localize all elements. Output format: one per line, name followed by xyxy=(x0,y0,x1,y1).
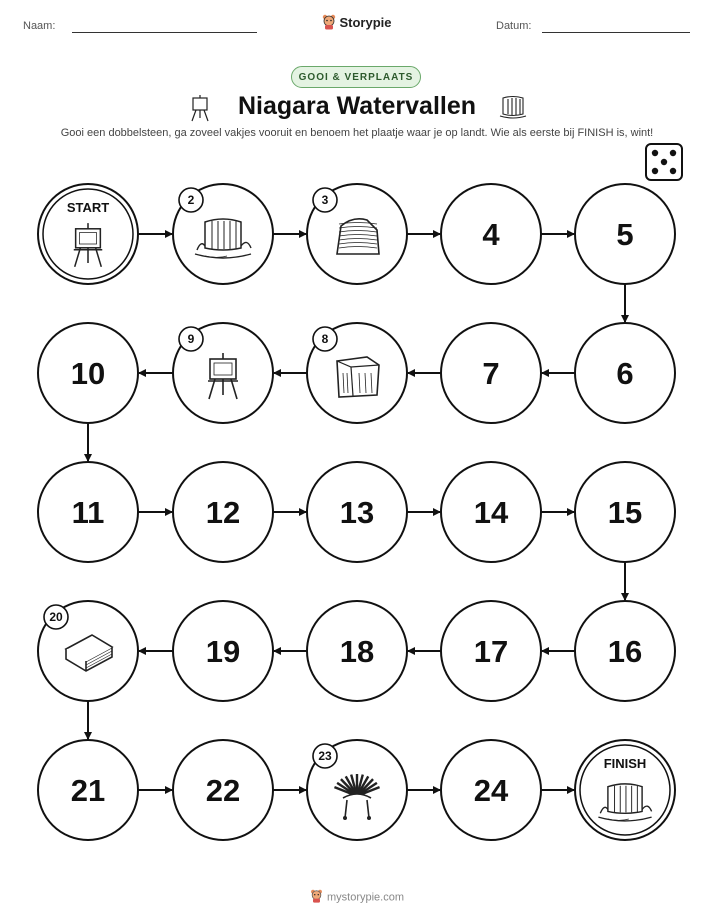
instructions-text: Gooi een dobbelsteen, ga zoveel vakjes vooruit en benoem het plaatje waar je op landt. Wie als eerste bij FINISH is, wint! xyxy=(60,127,654,139)
start-label: START xyxy=(66,200,110,215)
page-title: Niagara Watervallen xyxy=(237,92,477,120)
board-cell-21 xyxy=(38,740,138,840)
cell-number: 18 xyxy=(339,634,375,669)
cell-number-badge xyxy=(313,327,337,351)
board-cell-4 xyxy=(441,184,541,284)
board-cell-finish xyxy=(575,740,675,840)
footer xyxy=(0,889,714,906)
cell-number: 17 xyxy=(473,634,509,669)
cell-number: 13 xyxy=(339,495,375,530)
cell-number-badge xyxy=(44,605,68,629)
board-cell-16 xyxy=(575,601,675,701)
footer-url: mystorypie.com xyxy=(326,891,405,904)
board-cell-12 xyxy=(173,462,273,562)
board-cell-24 xyxy=(441,740,541,840)
board-cell-6 xyxy=(575,323,675,423)
board-cell-start xyxy=(38,184,138,284)
bear-logo-icon xyxy=(310,889,323,906)
board-cell-8 xyxy=(307,323,407,423)
finish-label: FINISH xyxy=(603,756,647,771)
board-cell-19 xyxy=(173,601,273,701)
board-cell-5 xyxy=(575,184,675,284)
board-cell-2 xyxy=(173,184,273,284)
cell-number: 10 xyxy=(70,356,106,391)
cell-number-badge xyxy=(179,188,203,212)
cell-number: 3 xyxy=(321,193,329,207)
date-label: Datum: xyxy=(496,20,532,32)
cell-number: 20 xyxy=(49,610,63,624)
cell-number-badge xyxy=(313,744,337,768)
cell-number: 15 xyxy=(607,495,643,530)
cell-number-badge xyxy=(179,327,203,351)
cell-number: 21 xyxy=(70,773,106,808)
board-cell-17 xyxy=(441,601,541,701)
board-cell-22 xyxy=(173,740,273,840)
cell-number: 5 xyxy=(616,217,634,252)
cell-number-badge xyxy=(313,188,337,212)
stone-block-icon xyxy=(337,357,379,397)
cell-number: 22 xyxy=(205,773,241,808)
cell-number: 11 xyxy=(71,495,105,530)
cell-number: 8 xyxy=(321,332,329,346)
cell-number: 4 xyxy=(482,217,500,252)
cell-number: 19 xyxy=(205,634,241,669)
cell-number: 7 xyxy=(482,356,500,391)
board-cell-13 xyxy=(307,462,407,562)
board-cell-15 xyxy=(575,462,675,562)
board-cell-23 xyxy=(307,740,407,840)
board-cell-20 xyxy=(38,601,138,701)
cell-number: 6 xyxy=(616,356,634,391)
brand-name: Storypie xyxy=(339,14,392,30)
board-cell-10 xyxy=(38,323,138,423)
board-cell-18 xyxy=(307,601,407,701)
board-cell-9 xyxy=(173,323,273,423)
cell-number: 24 xyxy=(473,773,509,808)
board-cell-3 xyxy=(307,184,407,284)
board-cell-14 xyxy=(441,462,541,562)
cell-number: 9 xyxy=(187,332,195,346)
cell-number: 16 xyxy=(607,634,643,669)
board-cell-7 xyxy=(441,323,541,423)
board-cell-11 xyxy=(38,462,138,562)
cell-number: 12 xyxy=(205,495,241,530)
game-type-badge: GOOI & VERPLAATS xyxy=(291,66,421,88)
cell-number: 2 xyxy=(187,193,195,207)
cell-number: 23 xyxy=(318,749,332,763)
name-label: Naam: xyxy=(23,20,56,32)
cell-number: 14 xyxy=(473,495,509,530)
